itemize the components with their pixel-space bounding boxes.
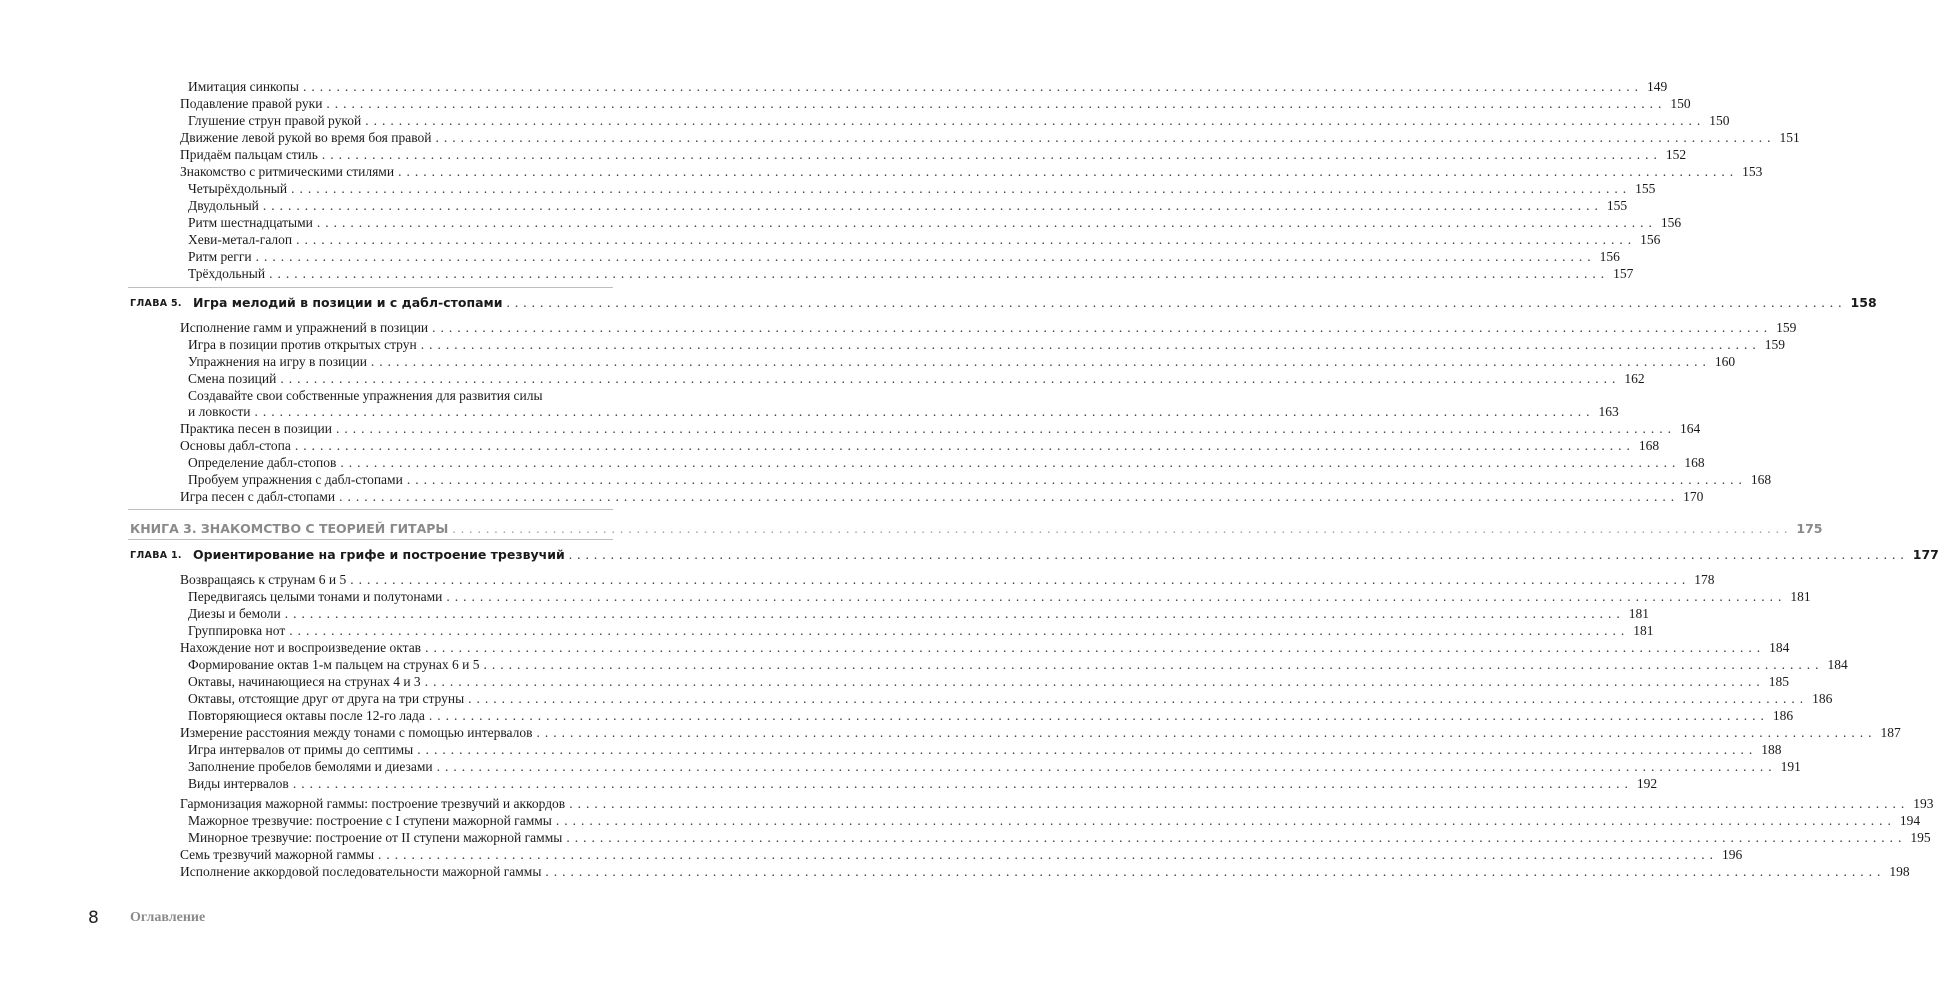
dot-leader: ................................................................................................................................................................: [545, 864, 1886, 879]
toc-entry: [180, 846, 1743, 863]
dot-leader: ................................................................................................................................................................: [289, 623, 1630, 638]
toc-entry-page: 156: [1599, 249, 1620, 264]
toc-entry-page: 186: [1812, 691, 1833, 706]
toc-entry-title: Группировка нот: [188, 623, 286, 638]
toc-entry: [188, 180, 1656, 197]
toc-entry: [188, 656, 1848, 673]
toc-entry: [180, 863, 1910, 880]
dot-leader: ................................................................................................................................................................: [398, 164, 1739, 179]
toc-entry-title: Заполнение пробелов бемолями и диезами: [188, 759, 433, 774]
dot-leader: ................................................................................................................................................................: [350, 572, 1691, 587]
toc-chapter: [193, 294, 1877, 311]
toc-entry-title: Подавление правой руки: [180, 96, 323, 111]
dot-leader: ................................................................................................................................................................: [291, 181, 1632, 196]
toc-entry-title: Передвигаясь целыми тонами и полутонами: [188, 589, 443, 604]
toc-entry: [180, 146, 1687, 163]
toc-entry-page: 168: [1750, 472, 1772, 487]
toc-entry-page: 184: [1769, 640, 1790, 655]
toc-entry-page: 150: [1709, 113, 1730, 128]
toc-entry-title: Определение дабл-стопов: [188, 455, 337, 470]
toc-entry-title: Повторяющиеся октавы после 12-го лада: [188, 708, 425, 723]
toc-entry: [180, 437, 1660, 454]
toc-entry: [188, 622, 1654, 639]
dot-leader: ................................................................................................................................................................: [417, 742, 1758, 757]
toc-entry-page: 187: [1880, 725, 1901, 740]
toc-entry: [180, 163, 1763, 180]
toc-entry-title: Смена позиций: [188, 371, 277, 386]
toc-entry-title: Исполнение гамм и упражнений в позиции: [180, 320, 429, 335]
toc-entry-page: 170: [1683, 489, 1704, 504]
toc-entry-page: 155: [1635, 181, 1656, 196]
toc-entry-title: Знакомство с ритмическими стилями: [180, 164, 395, 179]
toc-entry: [188, 775, 1658, 792]
toc-entry: [188, 214, 1682, 231]
chapter-label: ГЛАВА 5.: [130, 298, 182, 309]
toc-entry-title: Нахождение нот и воспроизведение октав: [180, 640, 422, 655]
running-footer-title: Оглавление: [130, 910, 206, 925]
toc-entry-page: 157: [1613, 266, 1634, 281]
dot-leader: ................................................................................................................................................................: [302, 79, 1643, 94]
toc-entry-title: Возвращаясь к струнам 6 и 5: [180, 572, 347, 587]
toc-entry-title: Гармонизация мажорной гаммы: построение трезвучий и аккордов: [180, 796, 566, 811]
toc-entry-title: Практика песен в позиции: [180, 421, 332, 436]
toc-entry-title: Октавы, начинающиеся на струнах 4 и 3: [188, 674, 421, 689]
toc-entry-page: 188: [1761, 742, 1782, 757]
toc-entry: [188, 588, 1811, 605]
toc-entry-page: 175: [1796, 521, 1823, 536]
toc-entry: [188, 353, 1736, 370]
toc-entry-page: 184: [1827, 657, 1848, 672]
toc-entry-title: Семь трезвучий мажорной гаммы: [180, 847, 375, 862]
toc-entry: [180, 639, 1790, 656]
dot-leader: ................................................................................................................................................................: [335, 421, 1676, 436]
toc-entry: [188, 707, 1794, 724]
toc-entry-title: Диезы и бемоли: [188, 606, 281, 621]
dot-leader: ................................................................................................................................................................: [566, 830, 1907, 845]
toc-entry-title: Четырёхдольный: [188, 181, 288, 196]
toc-book-heading: [130, 520, 1823, 537]
dot-leader: ................................................................................................................................................................: [483, 657, 1824, 672]
toc-entry: [180, 95, 1691, 112]
toc-entry: [188, 112, 1730, 129]
toc-entry-page: 185: [1768, 674, 1789, 689]
toc-entry-title: Двудольный: [188, 198, 259, 213]
toc-entry: [188, 812, 1921, 829]
toc-entry-page: 181: [1790, 589, 1811, 604]
toc-entry-title: КНИГА 3. ЗНАКОМСТВО С ТЕОРИЕЙ ГИТАРЫ: [130, 521, 449, 536]
toc-entry-title: Игра интервалов от примы до септимы: [188, 742, 414, 757]
toc-entry: [180, 420, 1701, 437]
toc-entry-page: 168: [1638, 438, 1660, 453]
chapter-label: ГЛАВА 1.: [130, 550, 182, 561]
toc-entry-title: Трёхдольный: [188, 266, 266, 281]
toc-entry-title: Основы дабл-стопа: [180, 438, 291, 453]
dot-leader: ................................................................................................................................................................: [296, 232, 1637, 247]
dot-leader: ................................................................................................................................................................: [339, 489, 1680, 504]
toc-entry-page: 177: [1912, 547, 1939, 562]
dot-leader: ................................................................................................................................................................: [294, 438, 1635, 453]
toc-entry-title: Виды интервалов: [188, 776, 289, 791]
toc-entry-page: 196: [1722, 847, 1743, 862]
section-divider: [128, 287, 613, 288]
dot-leader: ................................................................................................................................................................: [424, 674, 1765, 689]
toc-entry: [188, 265, 1634, 282]
dot-leader: ................................................................................................................................................................: [436, 759, 1777, 774]
toc-entry: [188, 758, 1801, 775]
toc-entry-title: Пробуем упражнения с дабл-стопами: [188, 472, 403, 487]
dot-leader: ................................................................................................................................................................: [378, 847, 1719, 862]
toc-entry-page: 192: [1636, 776, 1658, 791]
toc-entry-page: 191: [1780, 759, 1801, 774]
toc-entry: [188, 336, 1785, 353]
page-number: 8: [88, 908, 99, 928]
toc-entry-title: Мажорное трезвучие: построение с I ступени мажорной гаммы: [188, 813, 552, 828]
toc-entry-title: Минорное трезвучие: построение от II ступени мажорной гаммы: [188, 830, 563, 845]
toc-entry-title: Имитация синкопы: [188, 79, 299, 94]
dot-leader: ................................................................................................................................................................: [321, 147, 1662, 162]
section-divider: [128, 539, 613, 540]
toc-entry: [188, 78, 1668, 95]
toc-entry-page: 178: [1694, 572, 1715, 587]
toc-entry-page: 162: [1624, 371, 1645, 386]
toc-entry-title: Игра в позиции против открытых струн: [188, 337, 417, 352]
dot-leader: ................................................................................................................................................................: [432, 320, 1773, 335]
toc-entry-page: 164: [1679, 421, 1701, 436]
toc-entry-page: 150: [1670, 96, 1691, 111]
toc-entry: [180, 129, 1800, 146]
dot-leader: ................................................................................................................................................................: [452, 521, 1793, 536]
toc-entry: [188, 248, 1620, 265]
toc-entry: [188, 231, 1661, 248]
dot-leader: ................................................................................................................................................................: [506, 295, 1847, 310]
toc-entry-page: 156: [1640, 232, 1661, 247]
section-divider: [128, 509, 613, 510]
toc-entry-title: Формирование октав 1-м пальцем на струнах 6 и 5: [188, 657, 480, 672]
toc-entry: [188, 829, 1931, 846]
toc-entry: [188, 690, 1833, 707]
toc-entry-page: 151: [1779, 130, 1800, 145]
dot-leader: ................................................................................................................................................................: [425, 640, 1766, 655]
dot-leader: ................................................................................................................................................................: [435, 130, 1776, 145]
toc-entry: [188, 387, 612, 404]
toc-entry: [188, 454, 1705, 471]
dot-leader: ................................................................................................................................................................: [340, 455, 1681, 470]
toc-entry-page: 181: [1628, 606, 1649, 621]
toc-entry-title: Ориентирование на грифе и построение трезвучий: [193, 547, 565, 562]
dot-leader: ................................................................................................................................................................: [468, 691, 1809, 706]
toc-entry-title: Октавы, отстоящие друг от друга на три струны: [188, 691, 465, 706]
toc-entry: [180, 488, 1704, 505]
toc-entry: [180, 571, 1715, 588]
toc-entry: [180, 724, 1901, 741]
toc-entry-page: 155: [1606, 198, 1628, 213]
toc-entry: [188, 471, 1772, 488]
toc-entry-page: 156: [1660, 215, 1682, 230]
dot-leader: ................................................................................................................................................................: [326, 96, 1667, 111]
toc-entry-title: Ритм регги: [188, 249, 252, 264]
toc-entry-title: Измерение расстояния между тонами с помощью интервалов: [180, 725, 533, 740]
dot-leader: ................................................................................................................................................................: [370, 354, 1711, 369]
toc-entry-page: 149: [1646, 79, 1668, 94]
dot-leader: ................................................................................................................................................................: [255, 249, 1596, 264]
toc-entry-title: Хеви-метал-галоп: [188, 232, 293, 247]
toc-entry: [188, 403, 1619, 420]
toc-entry: [188, 605, 1649, 622]
toc-entry-title: Глушение струн правой рукой: [188, 113, 362, 128]
dot-leader: ................................................................................................................................................................: [316, 215, 1657, 230]
dot-leader: ................................................................................................................................................................: [284, 606, 1625, 621]
toc-entry-page: 160: [1714, 354, 1736, 369]
toc-entry-title: Исполнение аккордовой последовательности мажорной гаммы: [180, 864, 542, 879]
toc-entry-page: 159: [1776, 320, 1797, 335]
toc-entry-title: Создавайте свои собственные упражнения для развития силы: [188, 388, 543, 403]
toc-entry-title: и ловкости: [188, 404, 251, 419]
toc-entry: [188, 741, 1782, 758]
dot-leader: ................................................................................................................................................................: [536, 725, 1877, 740]
dot-leader: ................................................................................................................................................................: [254, 404, 1595, 419]
toc-entry-title: Движение левой рукой во время боя правой: [180, 130, 432, 145]
toc-entry-title: Придаём пальцам стиль: [180, 147, 318, 162]
toc-entry-page: 186: [1772, 708, 1794, 723]
toc-entry-title: Игра песен с дабл-стопами: [180, 489, 336, 504]
dot-leader: ................................................................................................................................................................: [292, 776, 1633, 791]
toc-entry-page: 194: [1899, 813, 1921, 828]
dot-leader: ................................................................................................................................................................: [555, 813, 1896, 828]
toc-entry: [180, 319, 1797, 336]
toc-entry-page: 159: [1764, 337, 1785, 352]
dot-leader: ................................................................................................................................................................: [569, 796, 1910, 811]
dot-leader: ................................................................................................................................................................: [269, 266, 1610, 281]
toc-entry-page: 168: [1684, 455, 1705, 470]
dot-leader: ................................................................................................................................................................: [262, 198, 1603, 213]
toc-entry: [188, 197, 1628, 214]
toc-entry-page: 152: [1665, 147, 1687, 162]
dot-leader: ................................................................................................................................................................: [568, 547, 1909, 562]
toc-entry-page: 198: [1889, 864, 1910, 879]
dot-leader: ................................................................................................................................................................: [365, 113, 1706, 128]
toc-entry: [188, 673, 1789, 690]
toc-entry-title: Игра мелодий в позиции и с дабл-стопами: [193, 295, 503, 310]
toc-entry-title: Ритм шестнадцатыми: [188, 215, 313, 230]
toc-entry-page: 153: [1742, 164, 1763, 179]
dot-leader: ................................................................................................................................................................: [420, 337, 1761, 352]
dot-leader: ................................................................................................................................................................: [446, 589, 1787, 604]
dot-leader: ................................................................................................................................................................: [280, 371, 1621, 386]
toc-entry-page: 181: [1633, 623, 1654, 638]
toc-entry: [188, 370, 1645, 387]
toc-chapter: [193, 546, 1939, 563]
toc-entry-title: Упражнения на игру в позиции: [188, 354, 367, 369]
toc-entry-page: 158: [1850, 295, 1877, 310]
toc-entry-page: 163: [1598, 404, 1619, 419]
toc-entry-page: 193: [1913, 796, 1934, 811]
dot-leader: ................................................................................................................................................................: [428, 708, 1769, 723]
toc-entry: [180, 795, 1934, 812]
toc-entry-page: 195: [1910, 830, 1931, 845]
dot-leader: ................................................................................................................................................................: [406, 472, 1747, 487]
